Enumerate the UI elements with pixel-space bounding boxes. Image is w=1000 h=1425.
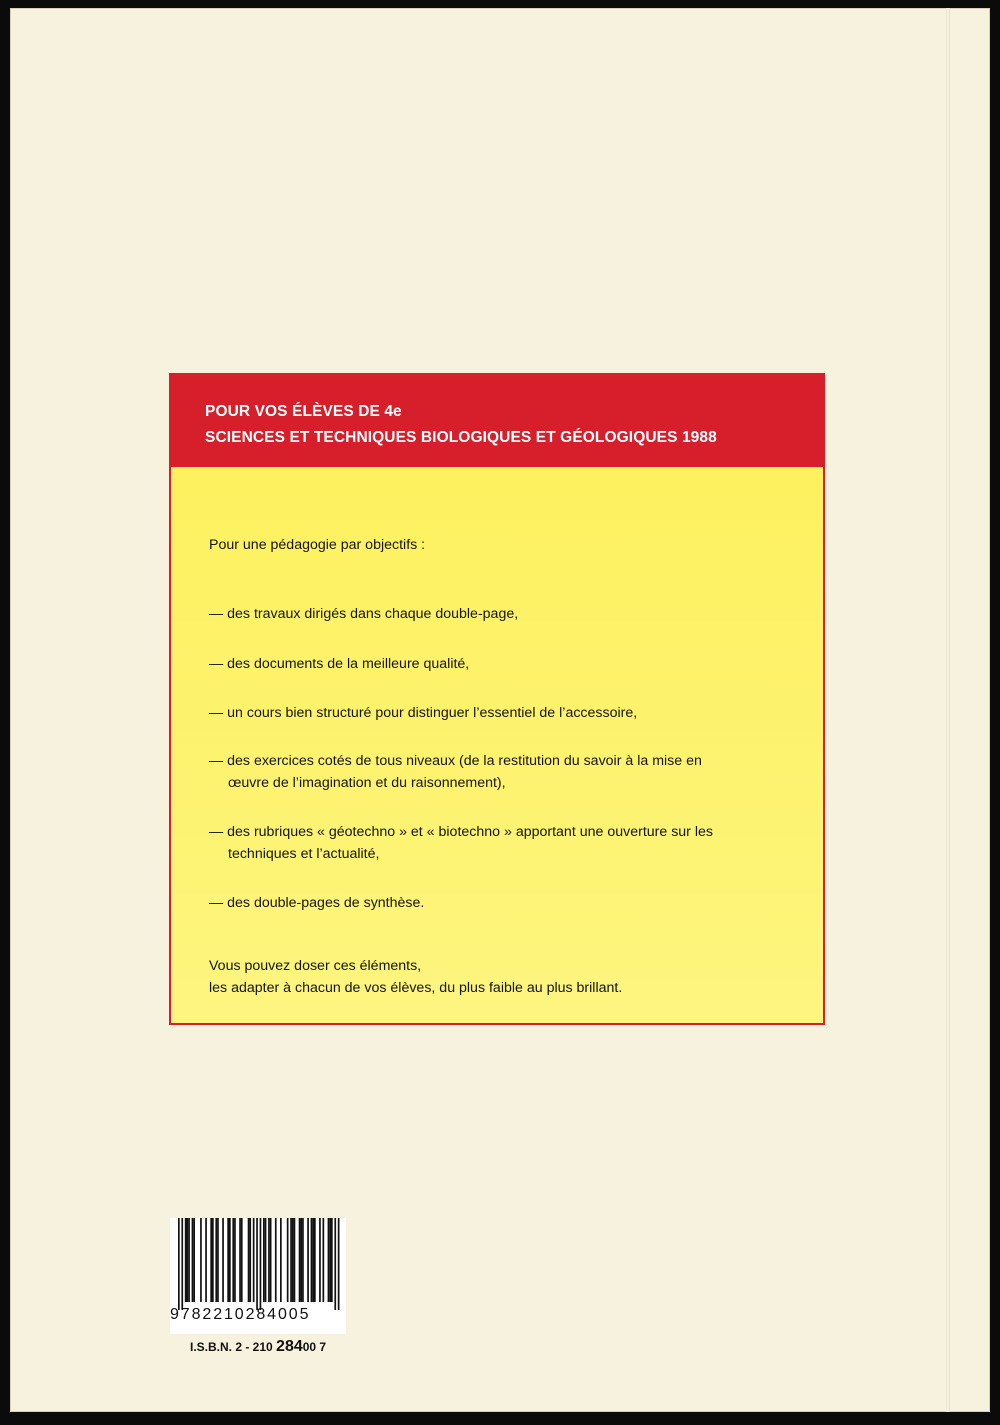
barcode-bar xyxy=(239,1218,241,1302)
barcode-bar xyxy=(331,1218,333,1302)
barcode-bar xyxy=(263,1218,265,1302)
barcode-bars xyxy=(170,1218,346,1310)
header-title-line: SCIENCES ET TECHNIQUES BIOLOGIQUES ET GÉOLOGIQUES 1988 xyxy=(205,429,717,446)
list-item: — des documents de la meilleure qualité, xyxy=(209,656,470,672)
barcode-bar xyxy=(205,1218,207,1302)
barcode-bar xyxy=(302,1218,304,1302)
barcode-bar xyxy=(253,1218,255,1302)
barcode-bar xyxy=(294,1218,296,1302)
closing-line: Vous pouvez doser ces éléments, xyxy=(209,958,422,974)
barcode-bar xyxy=(200,1218,202,1302)
barcode-bar xyxy=(227,1218,229,1302)
ean-number: 9782210284005 xyxy=(170,1306,311,1323)
barcode-bar xyxy=(188,1218,190,1302)
barcode-bar xyxy=(265,1218,267,1302)
barcode-bar xyxy=(300,1218,302,1302)
barcode-bar xyxy=(256,1218,258,1310)
isbn-suffix: 00 7 xyxy=(302,1340,327,1354)
barcode-bar xyxy=(232,1218,234,1302)
barcode-bar xyxy=(210,1218,212,1302)
barcode-bar xyxy=(329,1218,331,1302)
barcode-bar xyxy=(222,1218,224,1302)
isbn-prefix: I.S.B.N. 2 - 210 xyxy=(190,1340,277,1354)
barcode-bar xyxy=(248,1218,250,1302)
list-item: — des exercices cotés de tous niveaux (de la restitution du savoir à la mise en xyxy=(209,753,702,769)
barcode-bar xyxy=(192,1218,194,1302)
barcode-bar xyxy=(270,1218,272,1302)
barcode-bar xyxy=(334,1218,336,1310)
barcode-bar xyxy=(292,1218,294,1302)
barcode-bar xyxy=(312,1218,314,1302)
barcode-bar xyxy=(187,1218,189,1302)
panel-body xyxy=(171,467,823,1023)
barcode-bar xyxy=(328,1218,330,1302)
spine-groove xyxy=(946,8,950,1412)
isbn-main: 284 xyxy=(276,1338,303,1355)
barcode-bar xyxy=(287,1218,289,1302)
list-item-continuation: techniques et l’actualité, xyxy=(228,846,380,862)
barcode-bar xyxy=(234,1218,236,1302)
barcode-bar xyxy=(323,1218,325,1302)
barcode-bar xyxy=(280,1218,282,1302)
barcode xyxy=(170,1218,346,1334)
barcode-bar xyxy=(178,1218,180,1310)
barcode-bar xyxy=(260,1218,262,1310)
barcode-bar xyxy=(181,1218,183,1310)
barcode-bar xyxy=(299,1218,301,1302)
barcode-bar xyxy=(249,1218,251,1302)
barcode-bar xyxy=(275,1218,277,1302)
barcode-bar xyxy=(319,1218,321,1302)
barcode-bar xyxy=(193,1218,195,1302)
barcode-bar xyxy=(212,1218,214,1302)
barcode-bar xyxy=(229,1218,231,1302)
barcode-bar xyxy=(338,1218,340,1310)
barcode-bar xyxy=(217,1218,219,1302)
panel-header xyxy=(171,375,823,467)
list-item: — des travaux dirigés dans chaque double-page, xyxy=(209,606,519,622)
barcode-bar xyxy=(241,1218,243,1302)
list-item: — des rubriques « géotechno » et « biotechno » apportant une ouverture sur les xyxy=(209,824,713,840)
list-item-continuation: œuvre de l’imagination et du raisonnement), xyxy=(228,775,506,791)
barcode-bar xyxy=(314,1218,316,1302)
intro-text: Pour une pédagogie par objectifs : xyxy=(209,537,426,553)
barcode-bar xyxy=(268,1218,270,1302)
barcode-bar xyxy=(215,1218,217,1302)
info-panel xyxy=(169,373,825,1025)
barcode-bar xyxy=(290,1218,292,1302)
list-item: — des double-pages de synthèse. xyxy=(209,895,425,911)
closing-line: les adapter à chacun de vos élèves, du plus faible au plus brillant. xyxy=(209,980,623,996)
barcode-bar xyxy=(185,1218,187,1302)
isbn-line xyxy=(190,1338,326,1356)
list-item: — un cours bien structuré pour distinguer l’essentiel de l’accessoire, xyxy=(209,705,638,721)
header-grade-line: POUR VOS ÉLÈVES DE 4e xyxy=(205,403,402,420)
barcode-bar xyxy=(311,1218,313,1302)
barcode-bar xyxy=(307,1218,309,1302)
